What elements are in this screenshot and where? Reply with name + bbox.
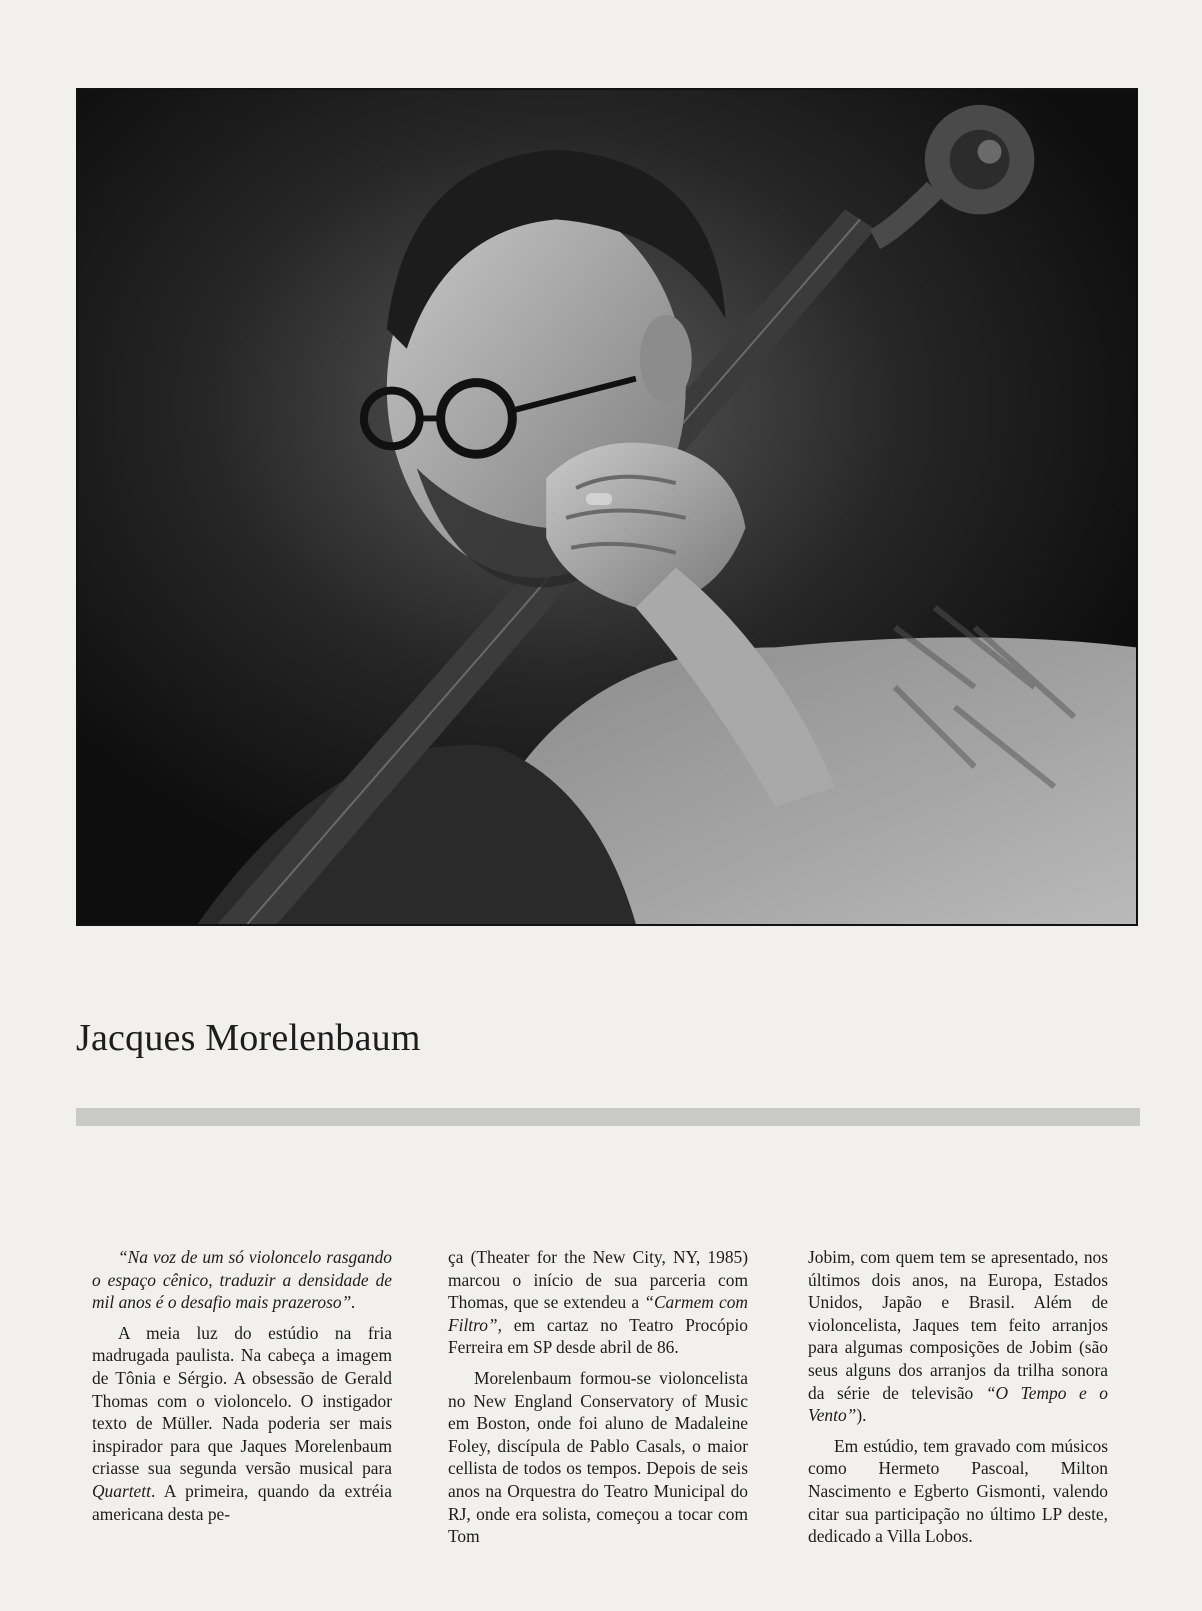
text-column-1 — [92, 1246, 392, 1525]
paragraph: Em estúdio, tem gravado com músicos como Hermeto Pascoal, Milton Nascimento e Egberto Gismonti, valendo citar sua participação no último LP deste, dedicado a Villa Lobos. — [808, 1435, 1108, 1547]
play-title: Quartett — [92, 1480, 151, 1501]
text-column-3 — [808, 1246, 1108, 1548]
paragraph: Jobim, com quem tem se apresentado, nos últimos dois anos, na Europa, Estados Unidos, Japão e Brasil. Além de violoncelista, Jaques tem feito arranjos para algumas composições de Jobim (são seus alguns dos arranjos da trilha sonora da série de televisão “O Tempo e o Vento”). — [808, 1247, 1109, 1426]
title-divider — [76, 1108, 1140, 1126]
cellist-photo — [76, 88, 1138, 926]
paragraph: A meia luz do estúdio na fria madrugada paulista. Na cabeça a imagem de Tônia e Sérgio. A obsessão de Gerald Thomas com o violoncelo. O instigador texto de Müller. Nada poderia ser mais inspirador para que Jaques Morelenbaum criasse sua segunda versão musical para Quartett. A primeira, quando da extréia americana desta pe- — [92, 1322, 392, 1524]
epigraph-quote: “Na voz de um só violoncelo rasgando o espaço cênico, traduzir a densidade de mil anos é o desafio mais prazeroso”. — [92, 1247, 392, 1313]
article-title: Jacques Morelenbaum — [76, 1017, 421, 1059]
paragraph: ça (Theater for the New City, NY, 1985) marcou o início de sua parceria com Thomas, que se extendeu a “Carmem com Filtro”, em cartaz no Teatro Procópio Ferreira em SP desde abril de 86. — [448, 1247, 748, 1358]
play-title: “Carmem com Filtro” — [448, 1292, 748, 1335]
paragraph: Morelenbaum formou-se violoncelista no New England Conservatory of Music em Boston, onde foi aluno de Madaleine Foley, discípula de Pablo Casals, o maior cellista de todos os tempos. Depois de seis anos na Orquestra do Teatro Municipal do RJ, onde era solista, começou a tocar com Tom — [448, 1367, 748, 1547]
text-column-2 — [448, 1246, 748, 1548]
cellist-photo-illustration — [78, 90, 1136, 924]
series-title: “O Tempo e o Vento” — [808, 1382, 1109, 1426]
